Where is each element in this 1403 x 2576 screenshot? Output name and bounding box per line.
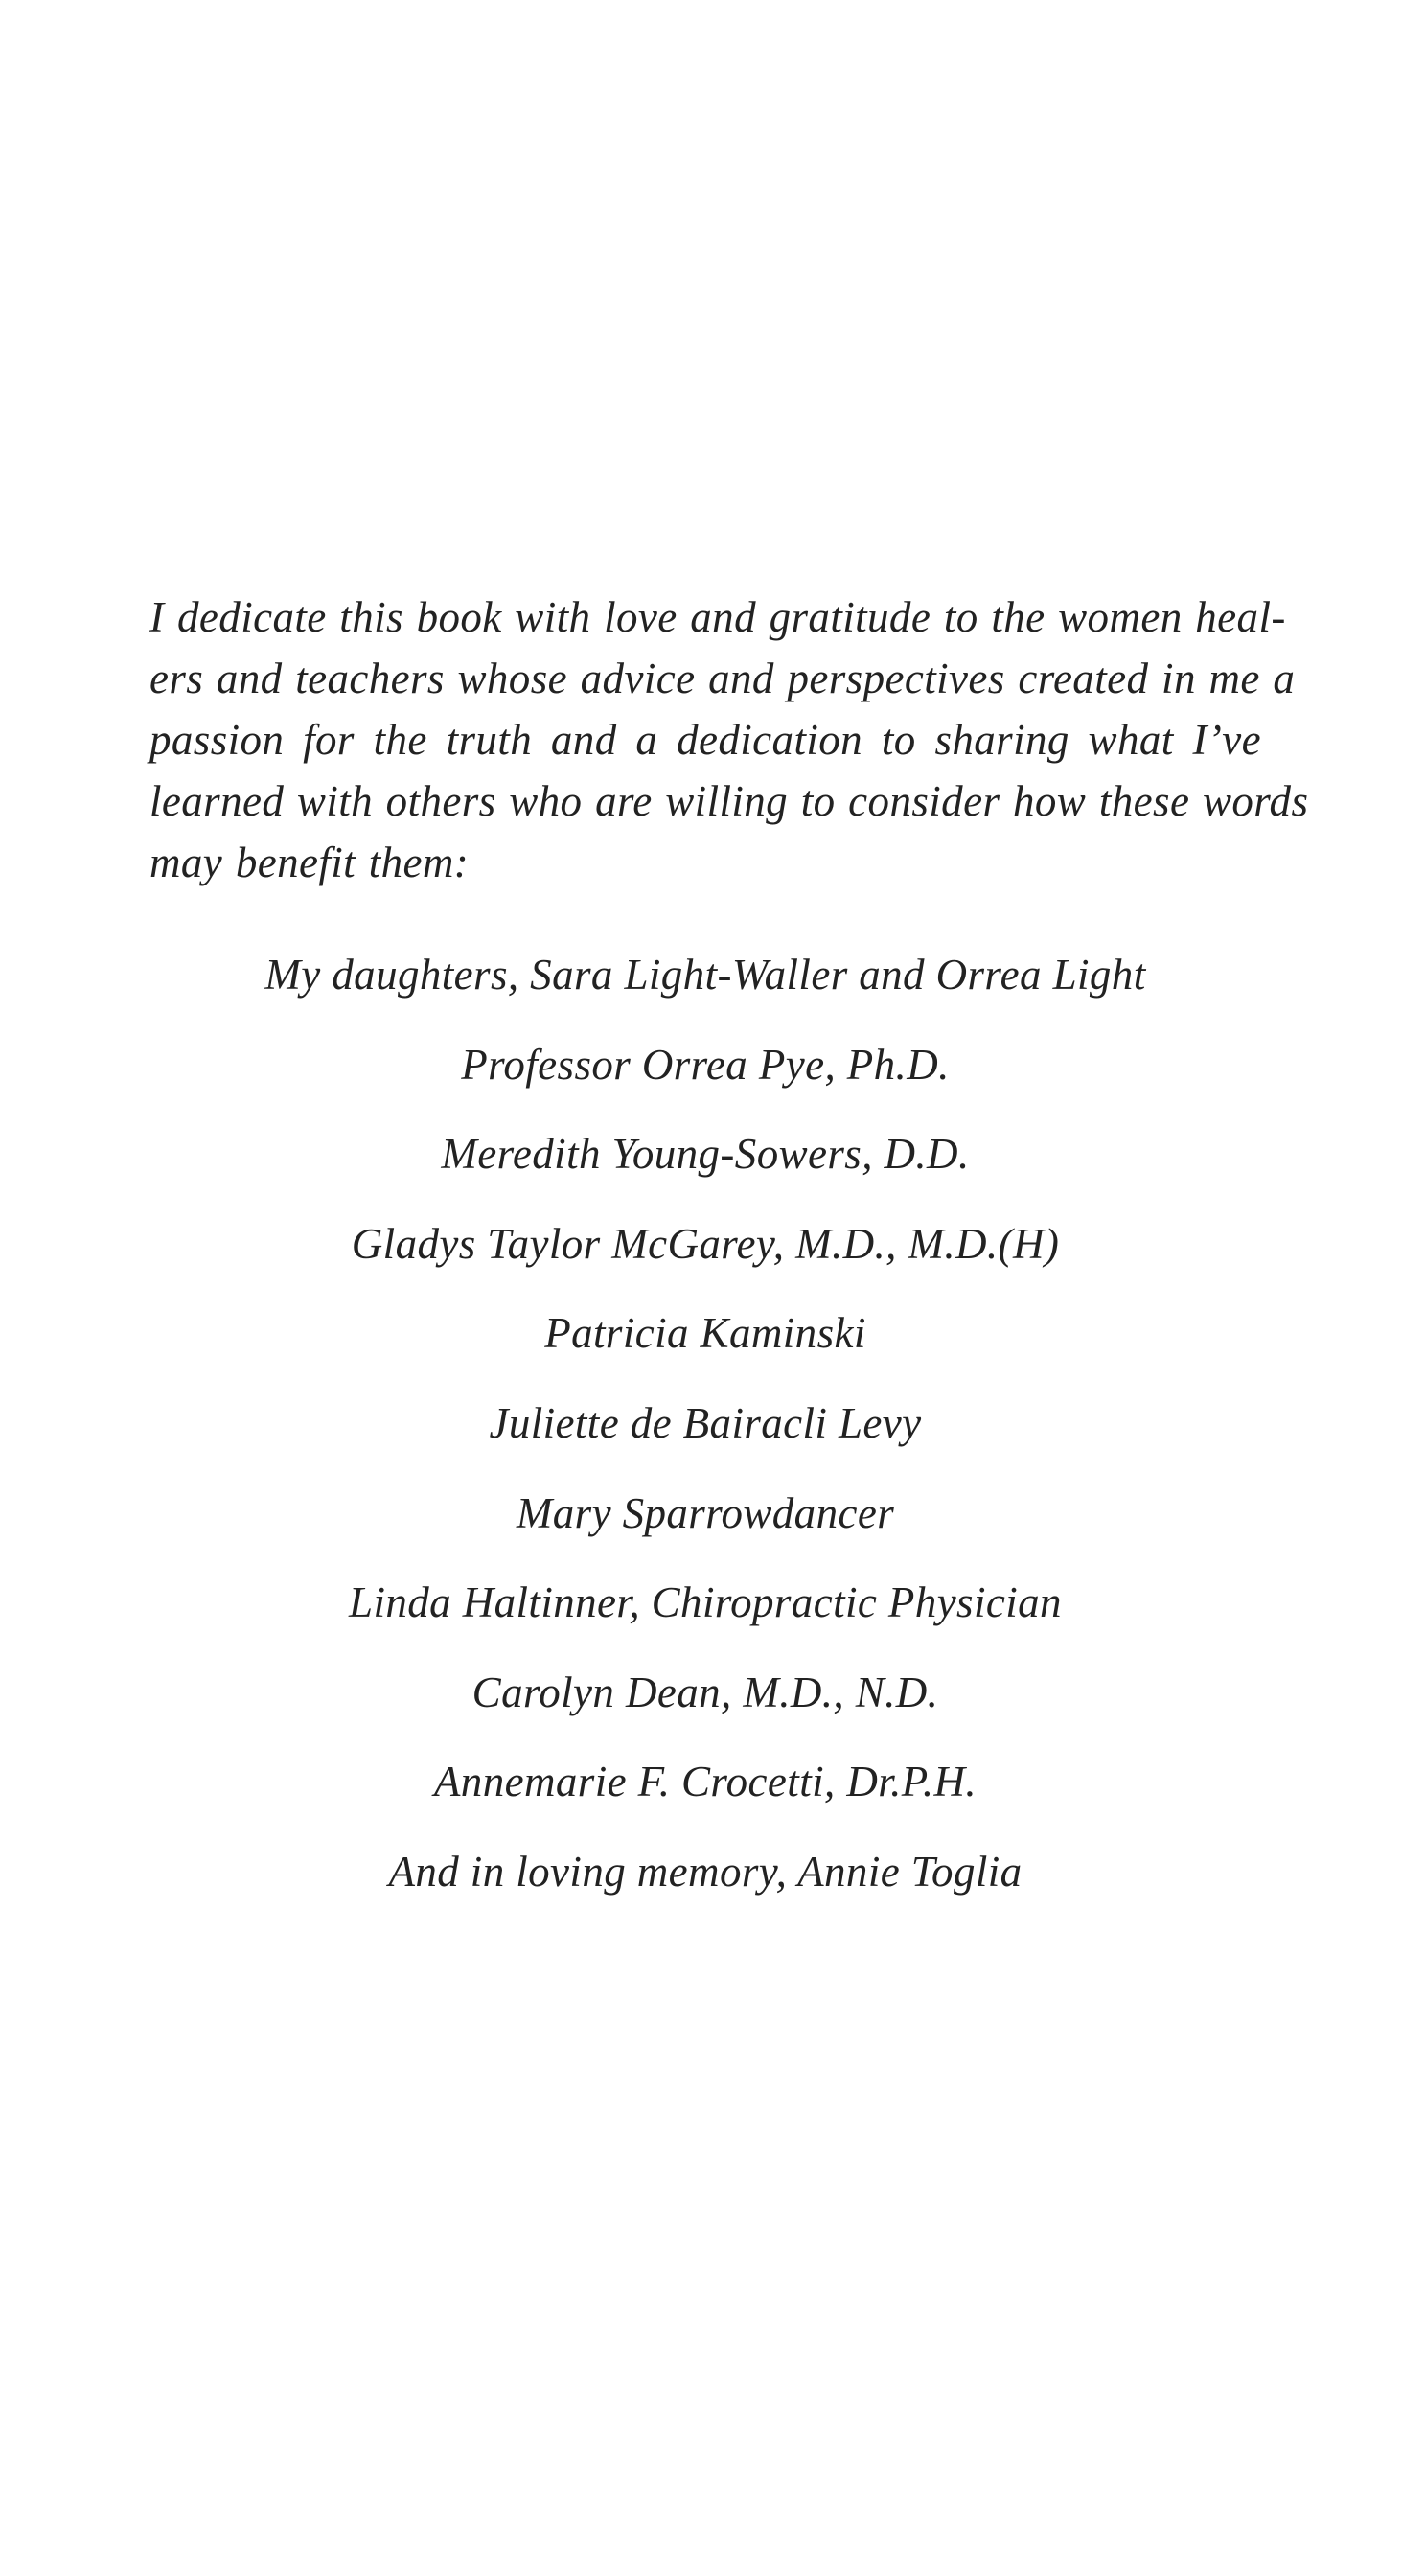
dedicatee-item: Mary Sparrowdancer xyxy=(516,1488,895,1537)
dedication-line: may benefit them: xyxy=(150,839,470,886)
dedication-line: learned with others who are willing to consider how these words xyxy=(150,777,1309,825)
dedicatee-item: Professor Orrea Pye, Ph.D. xyxy=(461,1040,950,1089)
dedicatee-item: Linda Haltinner, Chiropractic Physician xyxy=(349,1578,1062,1627)
dedicatee-item: Annemarie F. Crocetti, Dr.P.H. xyxy=(433,1758,978,1806)
dedication-line: I dedicate this book with love and gratitude to the women heal- xyxy=(150,593,1286,641)
dedication-line: ers and teachers whose advice and perspectives created in me a xyxy=(150,655,1296,702)
dedication-line: passion for the truth and a dedication to sharing what I’ve xyxy=(150,716,1261,764)
dedicatee-item: Carolyn Dean, M.D., N.D. xyxy=(472,1668,939,1716)
dedicatee-item: Juliette de Bairacli Levy xyxy=(489,1398,922,1447)
dedicatee-item: And in loving memory, Annie Toglia xyxy=(388,1847,1023,1896)
dedicatee-item: Gladys Taylor McGarey, M.D., M.D.(H) xyxy=(351,1219,1060,1268)
dedicatee-list xyxy=(150,944,1261,1931)
dedicatee-item: Patricia Kaminski xyxy=(544,1309,866,1358)
dedication-paragraph xyxy=(150,586,1309,893)
dedicatee-item: Meredith Young-Sowers, D.D. xyxy=(441,1130,970,1179)
dedicatee-item: My daughters, Sara Light-Waller and Orrea Light xyxy=(264,951,1146,999)
